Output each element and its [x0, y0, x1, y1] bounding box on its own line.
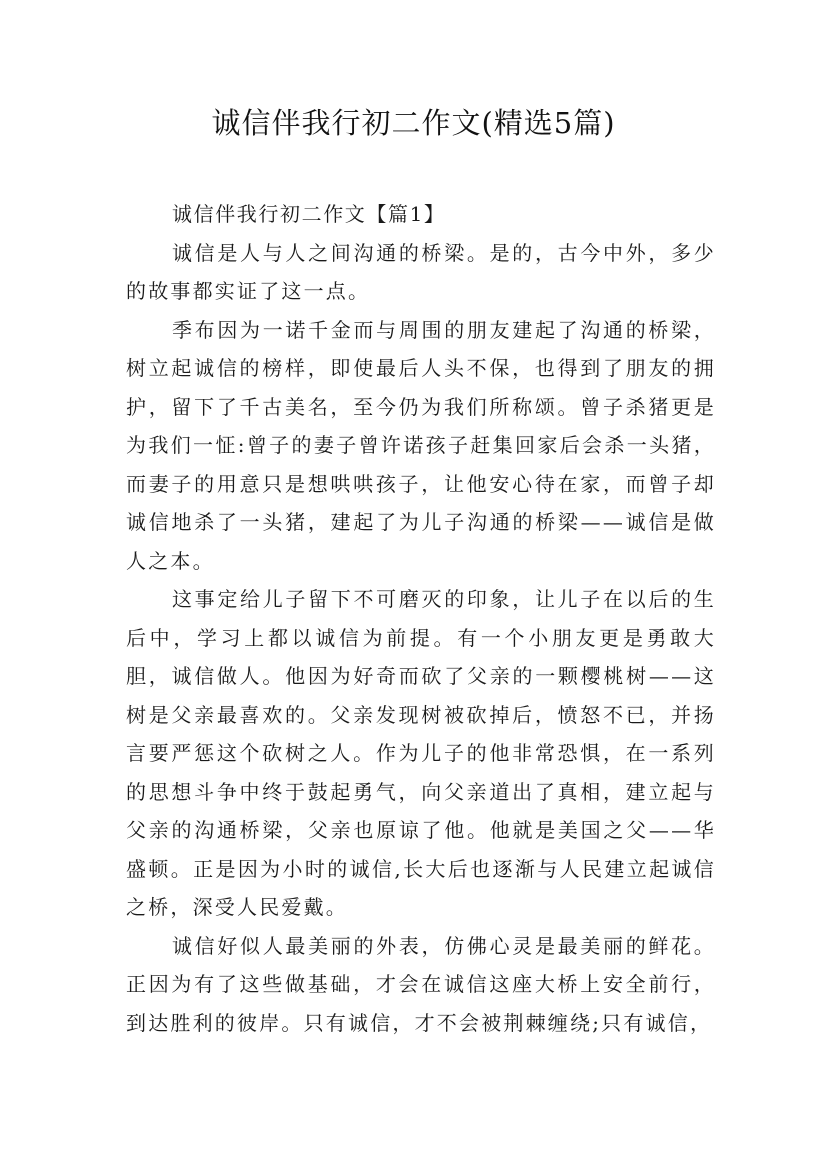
paragraph: 诚信好似人最美丽的外表，仿佛心灵是最美丽的鲜花。正因为有了这些做基础，才会在诚信这座大桥上安全前行，到达胜利的彼岸。只有诚信，才不会被荆棘缠绕;只有诚信， — [126, 933, 716, 1035]
paragraph: 诚信是人与人之间沟通的桥梁。是的，古今中外，多少的故事都实证了这一点。 — [126, 240, 716, 303]
document-body — [126, 195, 716, 1042]
paragraph: 季布因为一诺千金而与周围的朋友建起了沟通的桥梁，树立起诚信的榜样，即使最后人头不保，也得到了朋友的拥护，留下了千古美名，至今仍为我们所称颂。曾子杀猪更是为我们一怔:曾子的妻子曾许诺孩子赶集回家后会杀一头猪，而妻子的用意只是想哄哄孩子，让他安心待在家，而曾子却诚信地杀了一头猪，建起了为儿子沟通的桥梁——诚信是做人之本。 — [126, 317, 716, 573]
document-title: 诚信伴我行初二作文(精选5篇) — [211, 106, 616, 140]
paragraph: 这事定给儿子留下不可磨灭的印象，让儿子在以后的生后中，学习上都以诚信为前提。有一个小朋友更是勇敢大胆，诚信做人。他因为好奇而砍了父亲的一颗樱桃树——这树是父亲最喜欢的。父亲发现树被砍掉后，愤怒不已，并扬言要严惩这个砍树之人。作为儿子的他非常恐惧，在一系列的思想斗争中终于鼓起勇气，向父亲道出了真相，建立起与父亲的沟通桥梁，父亲也原谅了他。他就是美国之父——华盛顿。正是因为小时的诚信,长大后也逐渐与人民建立起诚信之桥，深受人民爱戴。 — [126, 587, 716, 919]
section-heading: 诚信伴我行初二作文【篇1】 — [172, 202, 446, 226]
